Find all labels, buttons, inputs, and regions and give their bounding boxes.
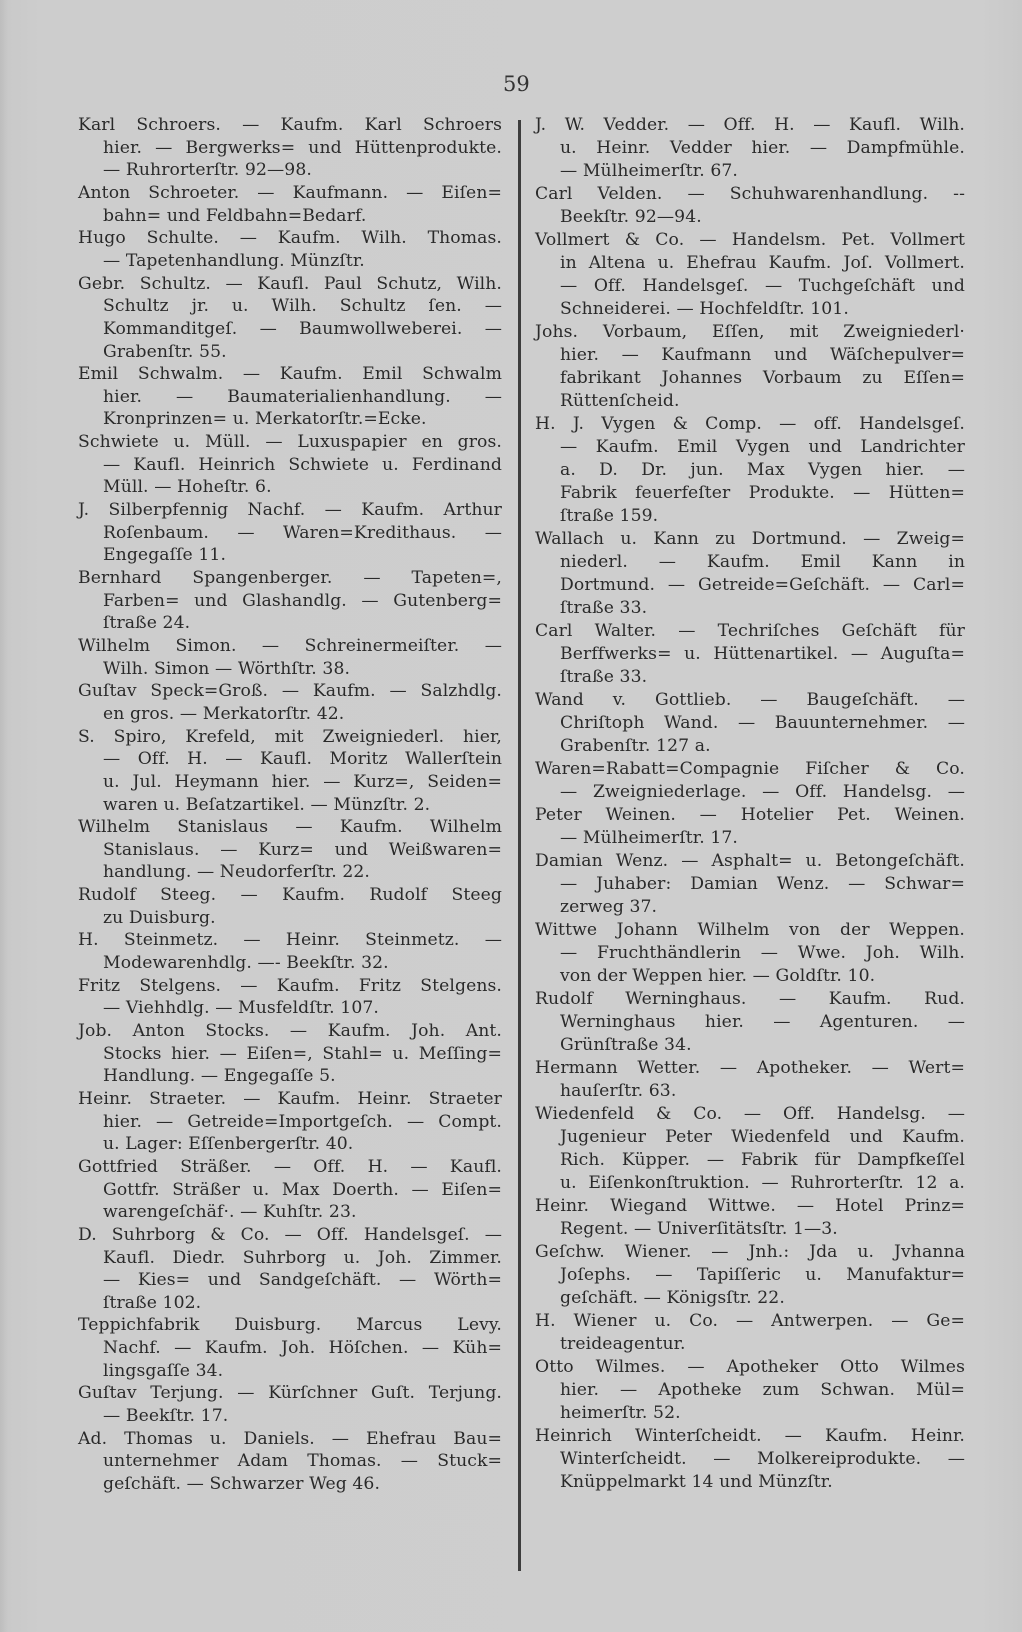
entry-continuation-line: waren u. Beſatzartikel. — Münzſtr. 2. [103, 794, 431, 815]
entry-first-line: Schwiete u. Müll. — Luxuspapier en gros. [78, 432, 502, 453]
entry-first-line: Johs. Vorbaum, Eſſen, mit Zweigniederl· [535, 322, 965, 342]
entry-continuation-line: bahn= und Feldbahn=Bedarf. [103, 205, 367, 226]
entry-continuation-line: Wilh. Simon — Wörthſtr. 38. [103, 658, 351, 679]
entry-continuation-line: u. Eiſenkonſtruktion. — Ruhrorterſtr. 12 a. [560, 1173, 965, 1193]
entry-continuation-line: Regent. — Univerſitätsſtr. 1—3. [560, 1219, 838, 1239]
entry-continuation-line: ſtraße 33. [560, 667, 648, 687]
entry-first-line: Wiedenfeld & Co. — Off. Handelsg. — [535, 1104, 965, 1124]
entry-continuation-line: Farben= und Glashandlg. — Gutenberg= [103, 590, 502, 611]
entry-first-line: Bernhard Spangenberger. — Tapeten=, [78, 568, 502, 588]
entry-first-line: Peter Weinen. — Hotelier Pet. Weinen. [535, 805, 965, 825]
entry-first-line: Wand v. Gottlieb. — Baugeſchäft. — [535, 690, 965, 710]
entry-first-line: Gottfried Sträßer. — Off. H. — Kaufl. [78, 1156, 502, 1177]
entry-first-line: Teppichfabrik Duisburg. Marcus Levy. [78, 1315, 502, 1336]
entry-continuation-line: Werninghaus hier. — Agenturen. — [560, 1012, 965, 1032]
entry-first-line: Karl Schroers. — Kaufm. Karl Schroers [78, 115, 502, 135]
entry-first-line: Wallach u. Kann zu Dortmund. — Zweig= [535, 529, 965, 549]
entry-continuation-line: ſtraße 102. [103, 1292, 202, 1313]
entry-first-line: Heinrich Winterſcheidt. — Kaufm. Heinr. [535, 1426, 965, 1446]
entry-continuation-line: Grabenſtr. 55. [103, 341, 227, 362]
entry-continuation-line: hier. — Getreide=Importgeſch. — Compt. [103, 1111, 502, 1132]
entry-first-line: Guſtav Terjung. — Kürſchner Guſt. Terjung. [78, 1383, 502, 1404]
entry-continuation-line: Rich. Küpper. — Fabrik für Dampfkeſſel [560, 1150, 965, 1170]
entry-continuation-line: geſchäft. — Schwarzer Weg 46. [103, 1474, 381, 1494]
entry-first-line: Carl Walter. — Techriſches Geſchäft für [535, 621, 965, 641]
entry-continuation-line: Schultz jr. u. Wilh. Schultz ſen. — [103, 296, 502, 317]
entry-first-line: Hermann Wetter. — Apotheker. — Wert= [535, 1058, 965, 1078]
entry-continuation-line: — Off. Handelsgeſ. — Tuchgeſchäft und [560, 276, 965, 296]
entry-continuation-line: Dortmund. — Getreide=Geſchäft. — Carl= [560, 575, 965, 595]
entry-first-line: Ad. Thomas u. Daniels. — Ehefrau Bau= [78, 1428, 502, 1449]
entry-continuation-line: Rüttenſcheid. [560, 391, 680, 411]
entry-continuation-line: Berffwerks= u. Hüttenartikel. — Auguſta= [560, 644, 965, 664]
entry-continuation-line: — Kaufl. Heinrich Schwiete u. Ferdinand [103, 454, 502, 475]
entry-continuation-line: Schneiderei. — Hochfeldſtr. 101. [560, 299, 849, 319]
entry-continuation-line: in Altena u. Ehefrau Kaufm. Joſ. Vollmert. [560, 253, 965, 273]
entry-first-line: Job. Anton Stocks. — Kaufm. Joh. Ant. [78, 1021, 502, 1041]
entry-continuation-line: Kommanditgeſ. — Baumwollweberei. — [103, 318, 502, 339]
entry-continuation-line: handlung. — Neudorferſtr. 22. [103, 862, 370, 883]
entry-continuation-line: — Mülheimerſtr. 67. [560, 161, 738, 181]
entry-continuation-line: ſtraße 159. [560, 506, 659, 526]
column-divider [518, 120, 521, 1571]
entry-continuation-line: Stanislaus. — Kurz= und Weißwaren= [103, 839, 502, 860]
entry-continuation-line: von der Weppen hier. — Goldſtr. 10. [560, 966, 876, 986]
entry-continuation-line: — Mülheimerſtr. 17. [560, 828, 738, 848]
entry-continuation-line: — Beekſtr. 17. [103, 1406, 229, 1427]
entry-continuation-line: — Viehhdlg. — Musfeldſtr. 107. [103, 998, 379, 1019]
entry-continuation-line: zerweg 37. [560, 897, 658, 917]
entry-continuation-line: Kronprinzen= u. Merkatorſtr.=Ecke. [103, 409, 427, 430]
entry-continuation-line: ſtraße 24. [103, 613, 191, 634]
entry-first-line: Rudolf Werninghaus. — Kaufm. Rud. [535, 989, 965, 1009]
entry-first-line: H. J. Vygen & Comp. — off. Handelsgeſ. [535, 414, 965, 434]
entry-first-line: Damian Wenz. — Asphalt= u. Betongeſchäft. [535, 851, 965, 871]
entry-first-line: H. Wiener u. Co. — Antwerpen. — Ge= [535, 1311, 965, 1331]
entry-first-line: Heinr. Wiegand Wittwe. — Hotel Prinz= [535, 1196, 965, 1216]
entry-continuation-line: Nachf. — Kaufm. Joh. Höſchen. — Küh= [103, 1338, 502, 1359]
entry-continuation-line: Engegaſſe 11. [103, 545, 227, 566]
entry-continuation-line: a. D. Dr. jun. Max Vygen hier. — [560, 460, 965, 480]
entry-continuation-line: hier. — Bergwerks= und Hüttenprodukte. [103, 137, 502, 158]
entry-continuation-line: en gros. — Merkatorſtr. 42. [103, 703, 345, 724]
entry-continuation-line: Beekſtr. 92—94. [560, 207, 702, 227]
entry-continuation-line: treideagentur. [560, 1334, 686, 1354]
entry-continuation-line: fabrikant Johannes Vorbaum zu Eſſen= [560, 368, 965, 388]
entry-continuation-line: zu Duisburg. [103, 907, 216, 928]
entry-continuation-line: lingsgaſſe 34. [103, 1360, 224, 1381]
entry-continuation-line: — Off. H. — Kaufl. Moritz Wallerſtein [103, 749, 502, 770]
entry-continuation-line: Fabrik feuerfeſter Produkte. — Hütten= [560, 483, 965, 503]
entry-first-line: S. Spiro, Krefeld, mit Zweigniederl. hier, [78, 726, 502, 747]
entry-continuation-line: hauſerſtr. 63. [560, 1081, 677, 1101]
entry-continuation-line: — Kies= und Sandgeſchäft. — Wörth= [103, 1270, 502, 1291]
entry-first-line: Carl Velden. — Schuhwarenhandlung. -- [535, 184, 965, 204]
entry-continuation-line: hier. — Baumaterialienhandlung. — [103, 386, 502, 407]
entry-continuation-line: Modewarenhdlg. —- Beekſtr. 32. [103, 953, 389, 974]
entry-continuation-line: niederl. — Kaufm. Emil Kann in [560, 552, 965, 572]
entry-continuation-line: ſtraße 33. [560, 598, 648, 618]
entry-continuation-line: Müll. — Hoheſtr. 6. [103, 477, 272, 498]
entry-continuation-line: Jugenieur Peter Wiedenfeld und Kaufm. [560, 1127, 965, 1147]
entry-continuation-line: — Fruchthändlerin — Wwe. Joh. Wilh. [560, 943, 965, 963]
entry-continuation-line: Stocks hier. — Eiſen=, Stahl= u. Meſſing= [103, 1043, 502, 1064]
entry-continuation-line: Chriſtoph Wand. — Bauunternehmer. — [560, 713, 965, 733]
entry-continuation-line: Kaufl. Diedr. Suhrborg u. Joh. Zimmer. [103, 1247, 502, 1268]
entry-first-line: Wilhelm Stanislaus — Kaufm. Wilhelm [78, 817, 502, 838]
entry-continuation-line: u. Heinr. Vedder hier. — Dampfmühle. [560, 138, 965, 158]
entry-continuation-line: Knüppelmarkt 14 und Münzſtr. [560, 1472, 833, 1492]
entry-continuation-line: u. Jul. Heymann hier. — Kurz=, Seiden= [103, 771, 502, 792]
entry-first-line: Fritz Stelgens. — Kaufm. Fritz Stelgens. [78, 975, 502, 996]
entry-first-line: Gebr. Schultz. — Kaufl. Paul Schutz, Wilh. [78, 273, 502, 294]
entry-first-line: Wittwe Johann Wilhelm von der Weppen. [535, 920, 965, 940]
entry-continuation-line: hier. — Kaufmann und Wäſchepulver= [560, 345, 965, 365]
entry-first-line: Rudolf Steeg. — Kaufm. Rudolf Steeg [78, 885, 502, 906]
entry-first-line: Emil Schwalm. — Kaufm. Emil Schwalm [78, 364, 502, 385]
entry-first-line: Guſtav Speck=Groß. — Kaufm. — Salzhdlg. [78, 681, 502, 702]
entry-first-line: Waren=Rabatt=Compagnie Fiſcher & Co. [535, 759, 965, 779]
entry-first-line: Geſchw. Wiener. — Jnh.: Jda u. Jvhanna [535, 1242, 965, 1262]
entry-continuation-line: unternehmer Adam Thomas. — Stuck= [103, 1451, 502, 1472]
entry-continuation-line: warengeſchäf·. — Kuhſtr. 23. [103, 1202, 357, 1223]
entry-first-line: Hugo Schulte. — Kaufm. Wilh. Thomas. [78, 228, 502, 249]
page-number: 59 [503, 72, 530, 96]
entry-first-line: Vollmert & Co. — Handelsm. Pet. Vollmert [535, 230, 965, 250]
entry-continuation-line: Roſenbaum. — Waren=Kredithaus. — [103, 522, 502, 543]
entry-continuation-line: Grünſtraße 34. [560, 1035, 692, 1055]
entry-first-line: Wilhelm Simon. — Schreinermeiſter. — [78, 635, 502, 656]
entry-first-line: Otto Wilmes. — Apotheker Otto Wilmes [535, 1357, 965, 1377]
entry-continuation-line: Grabenſtr. 127 a. [560, 736, 711, 756]
entry-first-line: Heinr. Straeter. — Kaufm. Heinr. Straeter [78, 1088, 502, 1109]
entry-continuation-line: — Tapetenhandlung. Münzſtr. [103, 250, 365, 271]
entry-first-line: Anton Schroeter. — Kaufmann. — Eiſen= [78, 182, 502, 203]
entry-continuation-line: — Ruhrorterſtr. 92—98. [103, 160, 312, 181]
entry-continuation-line: Handlung. — Engegaſſe 5. [103, 1066, 336, 1087]
entry-first-line: H. Steinmetz. — Heinr. Steinmetz. — [78, 930, 502, 951]
entry-continuation-line: Winterſcheidt. — Molkereiprodukte. — [560, 1449, 965, 1469]
entry-first-line: D. Suhrborg & Co. — Off. Handelsgeſ. — [78, 1224, 502, 1245]
entry-continuation-line: — Zweigniederlage. — Off. Handelsg. — [560, 782, 965, 802]
entry-continuation-line: Joſephs. — Tapiſſeric u. Manufaktur= [560, 1265, 965, 1285]
entry-continuation-line: heimerſtr. 52. [560, 1403, 681, 1423]
entry-first-line: J. W. Vedder. — Off. H. — Kaufl. Wilh. [535, 115, 965, 135]
entry-continuation-line: — Juhaber: Damian Wenz. — Schwar= [560, 874, 965, 894]
entry-continuation-line: geſchäft. — Königsſtr. 22. [560, 1288, 785, 1308]
entry-continuation-line: u. Lager: Eſſenbergerſtr. 40. [103, 1134, 354, 1155]
entry-continuation-line: hier. — Apotheke zum Schwan. Mül= [560, 1380, 965, 1400]
entry-continuation-line: — Kaufm. Emil Vygen und Landrichter [560, 437, 965, 457]
entry-continuation-line: Gottfr. Sträßer u. Max Doerth. — Eiſen= [103, 1179, 502, 1200]
entry-first-line: J. Silberpfennig Nachf. — Kaufm. Arthur [78, 500, 502, 521]
